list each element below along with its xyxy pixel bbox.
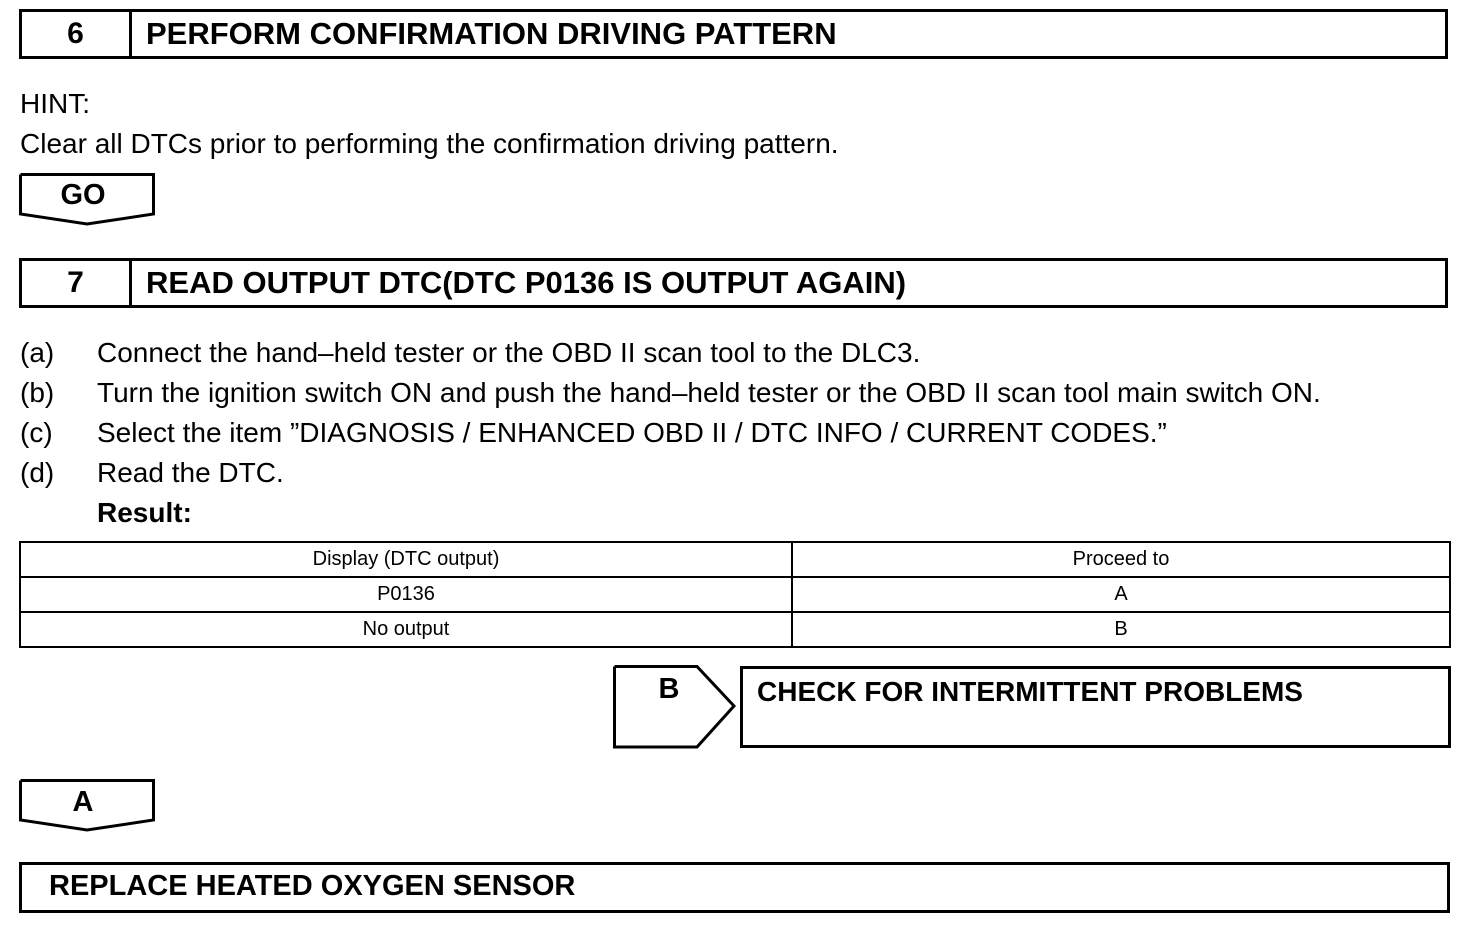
branch-b-label: B bbox=[658, 673, 680, 705]
table-header-row bbox=[20, 542, 1450, 577]
branch-a-action-box bbox=[19, 862, 1450, 913]
list-item-label: (d) bbox=[20, 457, 55, 488]
go-label: GO bbox=[60, 179, 106, 211]
step-7-title: READ OUTPUT DTC(DTC P0136 IS OUTPUT AGAIN) bbox=[146, 265, 907, 300]
table-header-cell: Display (DTC output) bbox=[20, 542, 792, 577]
branch-a-label: A bbox=[72, 786, 94, 818]
list-item-text: Connect the hand–held tester or the OBD II scan tool to the DLC3. bbox=[97, 337, 921, 368]
result-label: Result: bbox=[97, 497, 192, 528]
list-item-label: (b) bbox=[20, 377, 55, 408]
result-table bbox=[19, 541, 1451, 648]
step-6-number: 6 bbox=[22, 12, 132, 56]
table-cell: A bbox=[792, 577, 1450, 612]
step-7-header bbox=[19, 258, 1448, 308]
table-cell: No output bbox=[20, 612, 792, 647]
go-button[interactable] bbox=[19, 173, 155, 227]
branch-b-action-box bbox=[740, 666, 1451, 748]
list-item-text: Select the item ”DIAGNOSIS / ENHANCED OBD II / DTC INFO / CURRENT CODES.” bbox=[97, 417, 1167, 448]
branch-a-button[interactable] bbox=[19, 779, 155, 833]
branch-a-action: REPLACE HEATED OXYGEN SENSOR bbox=[49, 870, 576, 902]
step-7-number: 7 bbox=[22, 261, 132, 305]
hint-label: HINT: bbox=[20, 88, 90, 119]
branch-b-button[interactable] bbox=[613, 665, 737, 749]
table-cell: P0136 bbox=[20, 577, 792, 612]
table-cell: B bbox=[792, 612, 1450, 647]
list-item-label: (a) bbox=[20, 337, 55, 368]
list-item-text: Read the DTC. bbox=[97, 457, 284, 488]
step-6-title: PERFORM CONFIRMATION DRIVING PATTERN bbox=[146, 16, 837, 51]
step-6-header bbox=[19, 9, 1448, 59]
list-item-text: Turn the ignition switch ON and push the hand–held tester or the OBD II scan tool main switch ON. bbox=[97, 377, 1321, 408]
list-item-label: (c) bbox=[20, 417, 53, 448]
table-row bbox=[20, 577, 1450, 612]
branch-b-action: CHECK FOR INTERMITTENT PROBLEMS bbox=[757, 676, 1303, 707]
table-header-cell: Proceed to bbox=[792, 542, 1450, 577]
hint-text: Clear all DTCs prior to performing the confirmation driving pattern. bbox=[20, 128, 839, 159]
table-row bbox=[20, 612, 1450, 647]
